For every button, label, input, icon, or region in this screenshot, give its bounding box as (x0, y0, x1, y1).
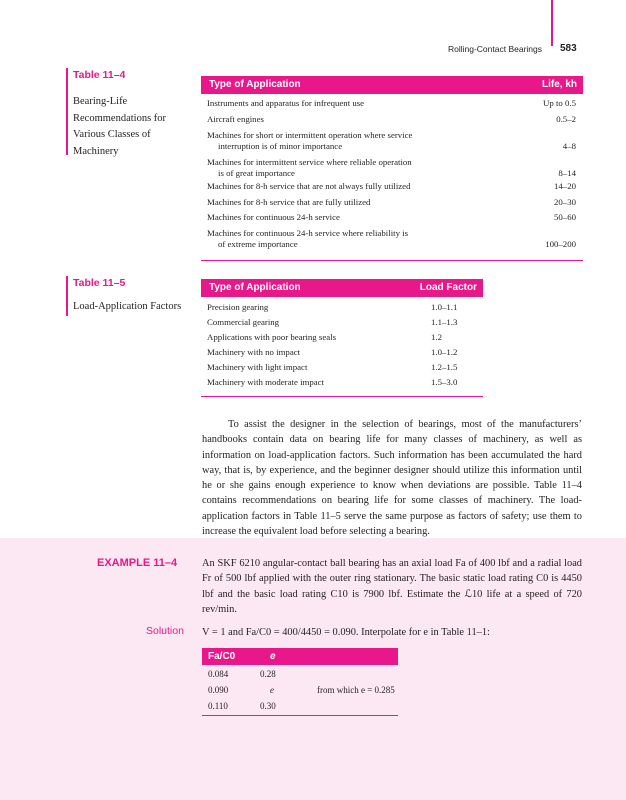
table-11-4-row-7-life: 100–200 (545, 239, 576, 249)
table-11-5-row-4-application: Machinery with light impact (207, 362, 308, 372)
table-11-5-row-3-application: Machinery with no impact (207, 347, 301, 357)
interp-col-fa-c0: Fa/C0 (208, 651, 236, 662)
table-11-5-bottom-rule (201, 396, 483, 397)
interp-row-2-e: 0.30 (260, 701, 276, 711)
table-11-5-row-2-application: Applications with poor bearing seals (207, 332, 336, 342)
table-11-4-row-6-life: 50–60 (554, 212, 576, 222)
table-11-4-row-1-life: 0.5–2 (556, 114, 576, 124)
table-11-5-col-application: Type of Application (209, 282, 301, 293)
interp-row-2-fa-c0: 0.110 (208, 701, 228, 711)
interp-table-bottom-rule (202, 715, 398, 716)
page-number: 583 (560, 43, 577, 54)
table-11-4-row-7-application-cont: of extreme importance (218, 239, 298, 249)
table-11-4-row-0-application: Instruments and apparatus for infrequent use (207, 98, 365, 108)
table-11-5-row-3-factor: 1.0–1.2 (431, 347, 458, 357)
table-11-4-caption-bar (66, 68, 68, 155)
table-11-4-row-6-application: Machines for continuous 24-h service (207, 212, 340, 222)
table-11-4-row-7-application: Machines for continuous 24-h service where reliability is (207, 228, 409, 238)
table-11-5-col-factor: Load Factor (419, 282, 477, 293)
example-label: EXAMPLE 11–4 (97, 557, 178, 569)
table-11-4-label: Table 11–4 (73, 69, 126, 81)
table-11-4-row-5-life: 20–30 (554, 197, 576, 207)
solution-label: Solution (146, 625, 184, 637)
table-11-4-row-0-life: Up to 0.5 (543, 98, 576, 108)
running-title: Rolling-Contact Bearings (447, 44, 542, 54)
table-11-4-header (201, 76, 583, 94)
table-11-5-row-4-factor: 1.2–1.5 (431, 362, 458, 372)
solution-text: V = 1 and Fa/C0 = 400/4450 = 0.090. Interpolate for e in Table 11–1: (202, 627, 490, 638)
table-11-4-col-application: Type of Application (209, 79, 301, 90)
table-11-4-row-2-life: 4–8 (562, 141, 576, 151)
table-11-5-description: Load-Application Factors (73, 301, 182, 312)
table-11-4-row-3-life: 8–14 (558, 168, 576, 178)
table-11-5-row-1-application: Commercial gearing (207, 317, 280, 327)
header-accent-rule (551, 0, 553, 46)
table-11-4-description: Bearing-Life Recommendations for Various Classes of Machinery (73, 96, 167, 157)
table-11-4-row-2-application-cont: interruption is of minor importance (218, 141, 343, 151)
table-11-5-row-5-application: Machinery with moderate impact (207, 377, 325, 387)
table-11-4-col-life: Life, kh (541, 79, 577, 90)
table-11-4-row-5-application: Machines for 8-h service that are fully utilized (207, 197, 371, 207)
interp-row-0-fa-c0: 0.084 (208, 669, 229, 679)
table-11-5-header (201, 279, 483, 297)
table-11-5-row-2-factor: 1.2 (431, 332, 442, 342)
table-11-4-bottom-rule (201, 260, 583, 261)
table-11-4-row-1-application: Aircraft engines (207, 114, 264, 124)
table-11-5-label: Table 11–5 (73, 277, 126, 289)
table-11-5-row-1-factor: 1.1–1.3 (431, 317, 458, 327)
table-11-4-row-3-application: Machines for intermittent service where reliable operation (207, 157, 412, 167)
interp-table-header (202, 648, 398, 665)
table-11-5-row-0-application: Precision gearing (207, 302, 269, 312)
table-11-4-row-3-application-cont: is of great importance (218, 168, 295, 178)
table-11-5-caption-bar (66, 276, 68, 316)
table-11-5-row-5-factor: 1.5–3.0 (431, 377, 458, 387)
interp-row-0-e: 0.28 (260, 669, 276, 679)
example-statement: An SKF 6210 angular-contact ball bearing has an axial load Fa of 400 lbf and a radial load Fr of 500 lbf applied with the outer ring stationary. The basic static load rating C0 is 4450 lbf and the basic load rating C10 is 7900 lbf. Estimate the ℒ10 life at a speed of 720 rev/min. (202, 558, 582, 615)
table-11-5-row-0-factor: 1.0–1.1 (431, 302, 458, 312)
interp-row-1-note: from which e = 0.285 (317, 685, 395, 695)
table-11-4-row-4-application: Machines for 8-h service that are not always fully utilized (207, 181, 411, 191)
table-11-4-row-4-life: 14–20 (554, 181, 576, 191)
interp-row-1-fa-c0: 0.090 (208, 685, 229, 695)
table-11-4-row-2-application: Machines for short or intermittent operation where service (207, 130, 413, 140)
body-paragraph: To assist the designer in the selection of bearings, most of the manufacturers’ handbooks contain data on bearing life for many classes of machinery, as well as information on load-application factors. Such information has been accumulated the hard way, that is, by experience, and the beginner designer should utilize this information until he or she gains enough experience to know when deviations are possible. Table 11–4 contains recommendations on bearing life for some classes of machinery. The load-application factors in Table 11–5 serve the same purpose as factors of safety; use them to increase the equivalent load before selecting a bearing. (202, 419, 582, 538)
interp-col-e: e (270, 651, 276, 662)
interp-row-1-e: e (270, 685, 274, 695)
